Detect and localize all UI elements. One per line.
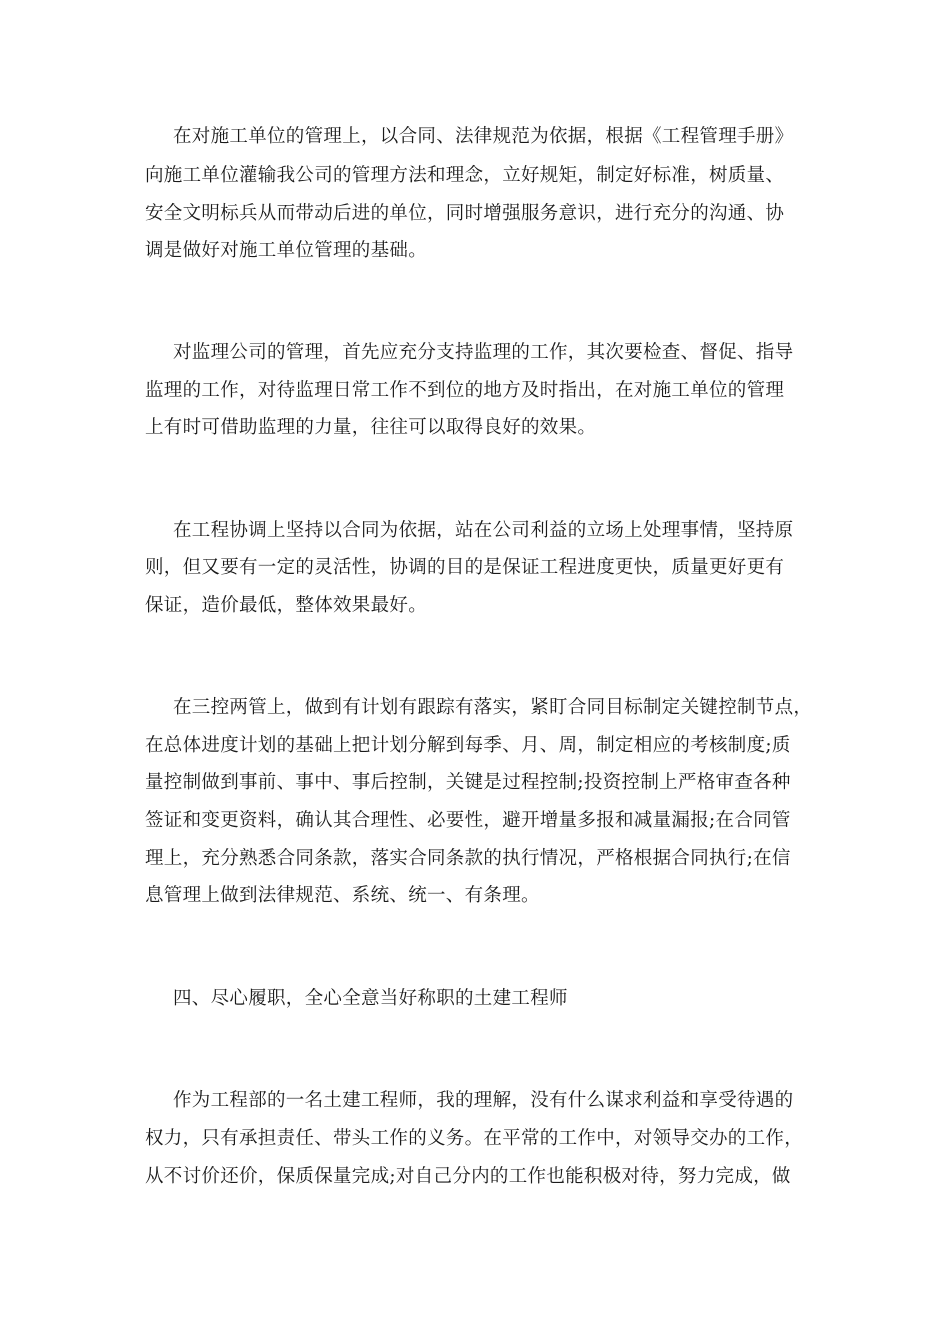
text-line: 理上，充分熟悉合同条款，落实合同条款的执行情况，严格根据合同执行;在信 xyxy=(145,848,791,869)
text-line: 在对施工单位的管理上，以合同、法律规范为依据，根据《工程管理手册》 xyxy=(173,126,794,147)
text-line: 从不讨价还价，保质保量完成;对自己分内的工作也能积极对待，努力完成，做 xyxy=(145,1166,791,1187)
text-line: 在工程协调上坚持以合同为依据，站在公司利益的立场上处理事情，坚持原 xyxy=(173,520,794,541)
heading-text: 四、尽心履职，全心全意当好称职的土建工程师 xyxy=(173,988,568,1009)
text-line: 在总体进度计划的基础上把计划分解到每季、月、周，制定相应的考核制度;质 xyxy=(145,735,791,756)
text-line: 则，但又要有一定的灵活性，协调的目的是保证工程进度更快，质量更好更有 xyxy=(145,557,785,578)
text-line: 作为工程部的一名土建工程师，我的理解，没有什么谋求利益和享受待遇的 xyxy=(173,1090,794,1111)
text-line: 上有时可借助监理的力量，往往可以取得良好的效果。 xyxy=(145,417,597,438)
text-line: 息管理上做到法律规范、系统、统一、有条理。 xyxy=(145,885,540,906)
text-line: 在三控两管上，做到有计划有跟踪有落实，紧盯合同目标制定关键控制节点， xyxy=(173,697,813,718)
text-line: 量控制做到事前、事中、事后控制，关键是过程控制;投资控制上严格审查各种 xyxy=(145,772,791,793)
text-line: 签证和变更资料，确认其合理性、必要性，避开增量多报和减量漏报;在合同管 xyxy=(145,810,791,831)
text-line: 向施工单位灌输我公司的管理方法和理念，立好规矩，制定好标准，树质量、 xyxy=(145,165,785,186)
text-line: 对监理公司的管理，首先应充分支持监理的工作，其次要检查、督促、指导 xyxy=(173,342,794,363)
text-line: 安全文明标兵从而带动后进的单位，同时增强服务意识，进行充分的沟通、协 xyxy=(145,203,785,224)
text-line: 调是做好对施工单位管理的基础。 xyxy=(145,240,428,261)
text-line: 监理的工作，对待监理日常工作不到位的地方及时指出，在对施工单位的管理 xyxy=(145,380,785,401)
text-line: 保证，造价最低，整体效果最好。 xyxy=(145,595,428,616)
text-line: 权力，只有承担责任、带头工作的义务。在平常的工作中，对领导交办的工作， xyxy=(145,1128,804,1149)
